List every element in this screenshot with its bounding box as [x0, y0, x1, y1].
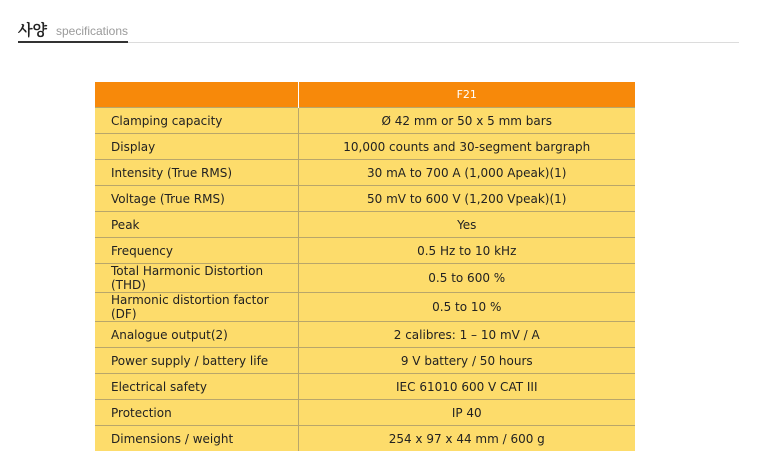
table-row: [95, 134, 635, 160]
table-row: [95, 108, 635, 134]
table-row: [95, 238, 635, 264]
table-row: [95, 212, 635, 238]
spec-label: Electrical safety: [95, 374, 298, 400]
table-row: [95, 264, 635, 293]
spec-label: Power supply / battery life: [95, 348, 298, 374]
table-row: [95, 186, 635, 212]
spec-label: Harmonic distortion factor (DF): [95, 293, 298, 322]
spec-value: 0.5 Hz to 10 kHz: [298, 238, 635, 264]
spec-value: 0.5 to 600 %: [298, 264, 635, 293]
table-header-row: [95, 82, 635, 108]
spec-label: Frequency: [95, 238, 298, 264]
spec-label: Voltage (True RMS): [95, 186, 298, 212]
spec-value: 50 mV to 600 V (1,200 Vpeak)(1): [298, 186, 635, 212]
specifications-table: [95, 82, 635, 451]
spec-value: 0.5 to 10 %: [298, 293, 635, 322]
spec-value: 10,000 counts and 30-segment bargraph: [298, 134, 635, 160]
spec-value: 30 mA to 700 A (1,000 Apeak)(1): [298, 160, 635, 186]
spec-value: IP 40: [298, 400, 635, 426]
table-row: [95, 348, 635, 374]
section-title: [18, 20, 128, 43]
header-label-cell: [95, 82, 298, 108]
spec-label: Peak: [95, 212, 298, 238]
header-model-cell: F21: [298, 82, 635, 108]
spec-value: 9 V battery / 50 hours: [298, 348, 635, 374]
table-row: [95, 426, 635, 452]
spec-label: Clamping capacity: [95, 108, 298, 134]
spec-label: Dimensions / weight: [95, 426, 298, 452]
spec-value: IEC 61010 600 V CAT III: [298, 374, 635, 400]
spec-label: Protection: [95, 400, 298, 426]
spec-label: Total Harmonic Distortion (THD): [95, 264, 298, 293]
table-row: [95, 160, 635, 186]
table-row: [95, 374, 635, 400]
section-header: [18, 20, 739, 43]
spec-label: Display: [95, 134, 298, 160]
spec-value: Ø 42 mm or 50 x 5 mm bars: [298, 108, 635, 134]
table-row: [95, 322, 635, 348]
spec-value: 2 calibres: 1 – 10 mV / A: [298, 322, 635, 348]
spec-label: Analogue output(2): [95, 322, 298, 348]
spec-label: Intensity (True RMS): [95, 160, 298, 186]
section-title-korean: 사양: [18, 21, 47, 39]
section-title-english: specifications: [55, 24, 129, 38]
table-row: [95, 400, 635, 426]
table-row: [95, 293, 635, 322]
spec-value: 254 x 97 x 44 mm / 600 g: [298, 426, 635, 452]
spec-value: Yes: [298, 212, 635, 238]
